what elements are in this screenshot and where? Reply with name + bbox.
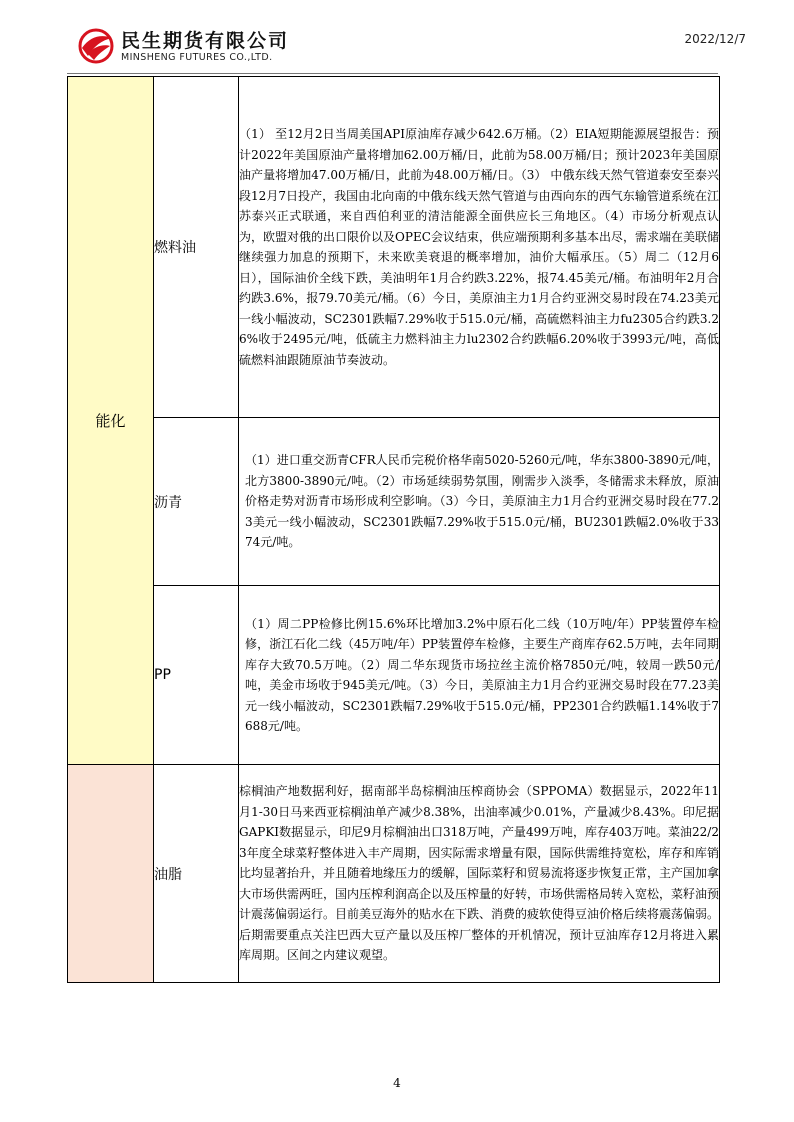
- page-header: [0, 0, 794, 76]
- fuel-oil-analysis: （1） 至12月2日当周美国API原油库存减少642.6万桶。（2）EIA短期能源展望报告：预计2022年美国原油产量将增加62.00万桶/日，此前为58.00万桶/日；预计2023年美国原油产量将增加47.00万桶/日，此前为48.00万桶/日。（3） 中俄东线天然气管道泰安至泰兴段12月7日投产，我国由北向南的中俄东线天然气管道与由西向东的西气东输管道系统在江苏泰兴正式联通，来自西伯利亚的清洁能源全面供应长三角地区。（4）市场分析观点认为，欧盟对俄的出口限价以及OPEC会议结束，供应端预期利多基本出尽，需求端在美联储继续强力加息的预期下，未来欧美衰退的概率增加，油价大幅承压。（5）周二（12月6日），国际油价全线下跌，美油明年1月合约跌3.22%，报74.45美元/桶。布油明年2月合约跌3.6%，报79.70美元/桶。（6）今日，美原油主力1月合约亚洲交易时段在74.23美元一线小幅波动，SC2301跌幅7.29%收于515.0元/桶，高硫燃料油主力fu2305合约跌3.26%收于2495元/吨，低硫主力燃料油主力lu2302合约跌幅6.20%收于3993元/吨，高低硫燃料油跟随原油节奏波动。: [239, 77, 720, 418]
- pp-analysis: （1）周二PP检修比例15.6%环比增加3.2%中原石化二线（10万吨/年）PP装置停车检修，浙江石化二线（45万吨/年）PP装置停车检修，主要生产商库存62.5万吨，去年同期库存大致70.5万吨。（2）周二华东现货市场拉丝主流价格7850元/吨，较周一跌50元/吨，美金市场收于945美元/吨。（3）今日，美原油主力1月合约亚洲交易时段在77.23美元一线小幅波动，SC2301跌幅7.29%收于515.0元/桶，PP2301合约跌幅1.14%收于7688元/吨。: [239, 586, 720, 765]
- company-name-cn: 民生期货有限公司: [121, 30, 290, 52]
- category-asphalt: 沥青: [154, 418, 239, 586]
- table-row: [68, 765, 720, 983]
- category-pp: PP: [154, 586, 239, 765]
- commodity-table: [67, 76, 720, 983]
- category-oils-fats: 油脂: [154, 765, 239, 983]
- table-row: [68, 418, 720, 586]
- sector-oils: [68, 765, 154, 983]
- company-name-en: MINSHENG FUTURES CO.,LTD.: [121, 52, 273, 63]
- minsheng-logo-icon: [76, 28, 116, 64]
- asphalt-analysis: （1）进口重交沥青CFR人民币完税价格华南5020-5260元/吨，华东3800-3890元/吨，北方3800-3890元/吨。（2）市场延续弱势氛围，刚需步入淡季，冬储需求未释放，原油价格走势对沥青市场形成利空影响。（3）今日，美原油主力1月合约亚洲交易时段在77.23美元一线小幅波动，SC2301跌幅7.29%收于515.0元/桶，BU2301跌幅2.0%收于3374元/吨。: [239, 418, 720, 586]
- table-row: [68, 77, 720, 418]
- page-number: 4: [393, 1076, 401, 1090]
- company-logo: [76, 24, 316, 70]
- header-divider: [67, 73, 718, 74]
- report-date: 2022/12/7: [684, 32, 746, 46]
- oils-fats-analysis: 棕榈油产地数据利好，据南部半岛棕榈油压榨商协会（SPPOMA）数据显示，2022年11月1-30日马来西亚棕榈油单产减少8.38%，出油率减少0.01%，产量减少8.43%。印尼据GAPKI数据显示，印尼9月棕榈油出口318万吨，产量499万吨，库存403万吨。菜油22/23年度全球菜籽整体进入丰产周期，因实际需求增量有限，国际供需维持宽松，库存和库销比均显著抬升，并且随着地缘压力的缓解，国际菜籽和贸易流将逐步恢复正常，主产国加拿大市场供需两旺，国内压榨利润高企以及压榨量的好转，市场供需格局转入宽松，菜籽油预计震荡偏弱运行。目前美豆海外的贴水在下跌、消费的疲软使得豆油价格后续将震荡偏弱。后期需要重点关注巴西大豆产量以及压榨厂整体的开机情况，预计豆油库存12月将进入累库周期。区间之内建议观望。: [239, 765, 720, 983]
- category-fuel-oil: 燃料油: [154, 77, 239, 418]
- table-row: [68, 586, 720, 765]
- sector-energy-chem: 能化: [68, 77, 154, 765]
